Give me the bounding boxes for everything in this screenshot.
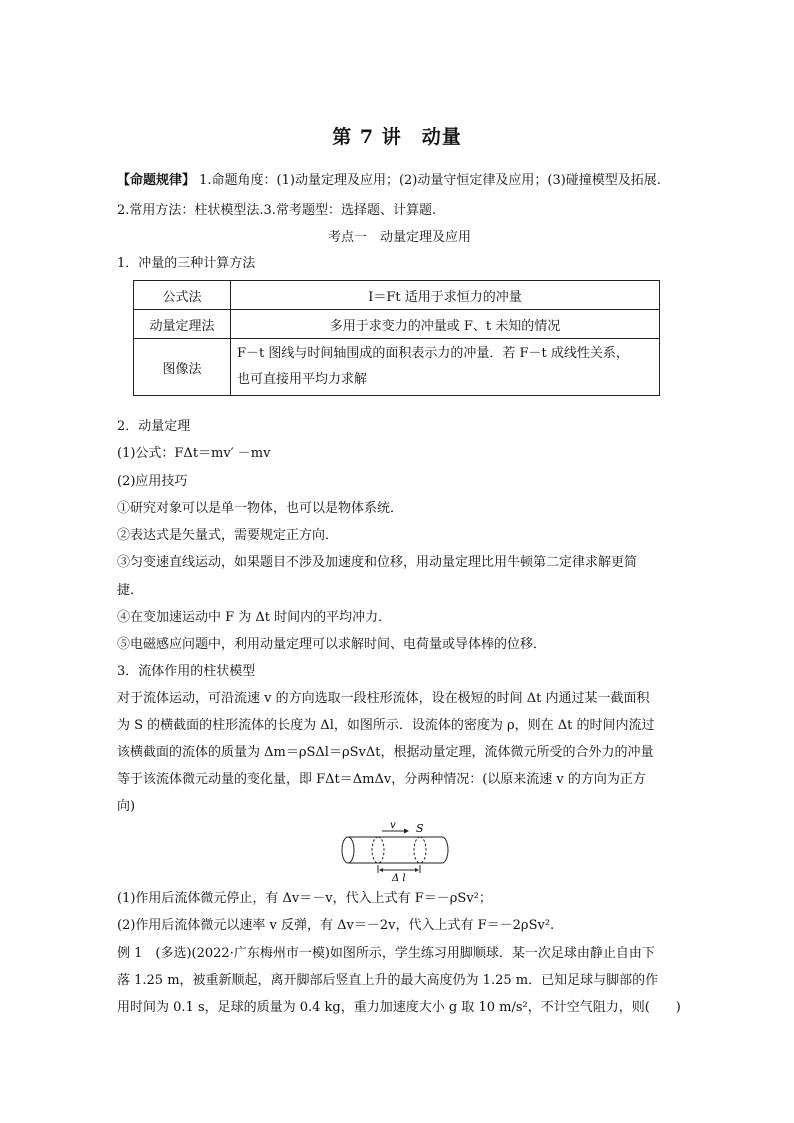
s3-para-2: 为 S 的横截面的柱形流体的长度为 Δl，如图所示．设流体的密度为 ρ，则在 Δt 的时间内流过 [117, 718, 655, 733]
table-cell-method: 公式法 [134, 281, 231, 310]
s2-tip-4: ④在变加速运动中 F 为 Δt 时间内的平均冲力． [117, 610, 392, 625]
area-label: S [416, 822, 424, 835]
table-desc-line: 也可直接用平均力求解 [237, 372, 368, 387]
length-label: Δ l [392, 873, 406, 882]
cylinder-left-end [342, 837, 354, 863]
table-row [134, 339, 660, 396]
example-line-1: 例 1 (多选)(2022·广东梅州市一模)如图所示，学生练习用脚顺球．某一次足球由静止自由下 [117, 946, 655, 961]
table-cell-desc: I＝Ft 适用于求恒力的冲量 [231, 281, 660, 310]
s3-heading: 3．流体作用的柱状模型 [117, 664, 256, 679]
cylinder-right-end [442, 837, 448, 863]
s2-formula: (1)公式：FΔt＝mv′ －mv [117, 446, 271, 461]
example-line-2: 落 1.25 m，被重新顺起，离开脚部后竖直上升的最大高度仍为 1.25 m．已知足球与脚部的作 [117, 973, 659, 988]
s3-para-1: 对于流体运动，可沿流速 v 的方向选取一段柱形流体，设在极短的时间 Δt 内通过某一截面积 [117, 691, 650, 706]
s2-tip-2: ②表达式是矢量式，需要规定正方向． [117, 528, 339, 543]
table-cell-method: 图像法 [134, 339, 231, 396]
length-arrow-head-left [379, 868, 383, 872]
s2-tip-1: ①研究对象可以是单一物体，也可以是物体系统． [117, 501, 404, 516]
impulse-methods-table [133, 280, 660, 396]
intro-line-2: 2.常用方法：柱状模型法.3.常考题型：选择题、计算题. [117, 203, 437, 218]
fluid-cylinder-diagram [338, 822, 458, 882]
s2-tip-5: ⑤电磁感应问题中，利用动量定理可以求解时间、电荷量或导体棒的位移． [117, 637, 547, 652]
s2-tips-heading: (2)应用技巧 [117, 474, 188, 489]
s2-tip-3a: ③匀变速直线运动，如果题目不涉及加速度和位移，用动量定理比用牛顿第二定律求解更简 [117, 555, 638, 570]
length-arrow-head-right [415, 868, 419, 872]
s3-para-5: 向) [117, 799, 136, 814]
section-left-back [372, 837, 378, 863]
example-line-3: 用时间为 0.1 s，足球的质量为 0.4 kg，重力加速度大小 g 取 10 m/s²，不计空气阻力，则( ) [117, 1000, 681, 1015]
s3-para-3: 该横截面的流体的质量为 Δm＝ρSΔl＝ρSvΔt，根据动量定理，流体微元所受的合外力的冲量 [117, 745, 654, 760]
section-left-front [378, 837, 384, 863]
intro-text-1: 1.命题角度：(1)动量定理及应用；(2)动量守恒定律及应用；(3)碰撞模型及拓展. [195, 173, 661, 188]
s1-heading: 1．冲量的三种计算方法 [117, 256, 256, 271]
intro-line-1 [117, 167, 682, 195]
s3-case-1: (1)作用后流体微元停止，有 Δv＝－v，代入上式有 F＝－ρSv²； [117, 891, 492, 906]
table-cell-desc: 多用于求变力的冲量或 F、t 未知的情况 [231, 310, 660, 339]
velocity-arrow-head [404, 829, 409, 834]
section-heading: 考点一 动量定理及应用 [327, 230, 471, 245]
s2-heading: 2．动量定理 [117, 419, 191, 434]
table-cell-method: 动量定理法 [134, 310, 231, 339]
table-desc-line: F－t 图线与时间轴围成的面积表示力的冲量．若 F－t 成线性关系， [237, 346, 629, 361]
table-cell-desc [231, 339, 660, 396]
section-right-front [420, 837, 426, 863]
table-row [134, 281, 660, 310]
intro-label: 【命题规律】 [117, 173, 196, 188]
section-right-back [414, 837, 420, 863]
s3-para-4: 等于该流体微元动量的变化量，即 FΔt＝ΔmΔv，分两种情况：(以原来流速 v 的方向为正方 [117, 772, 646, 787]
table-row [134, 310, 660, 339]
s3-case-2: (2)作用后流体微元以速率 v 反弹，有 Δv＝－2v，代入上式有 F＝－2ρSv². [117, 918, 555, 933]
s2-tip-3b: 捷． [117, 583, 144, 598]
page-title: 第 7 讲 动量 [332, 126, 462, 148]
velocity-label: v [390, 822, 396, 831]
